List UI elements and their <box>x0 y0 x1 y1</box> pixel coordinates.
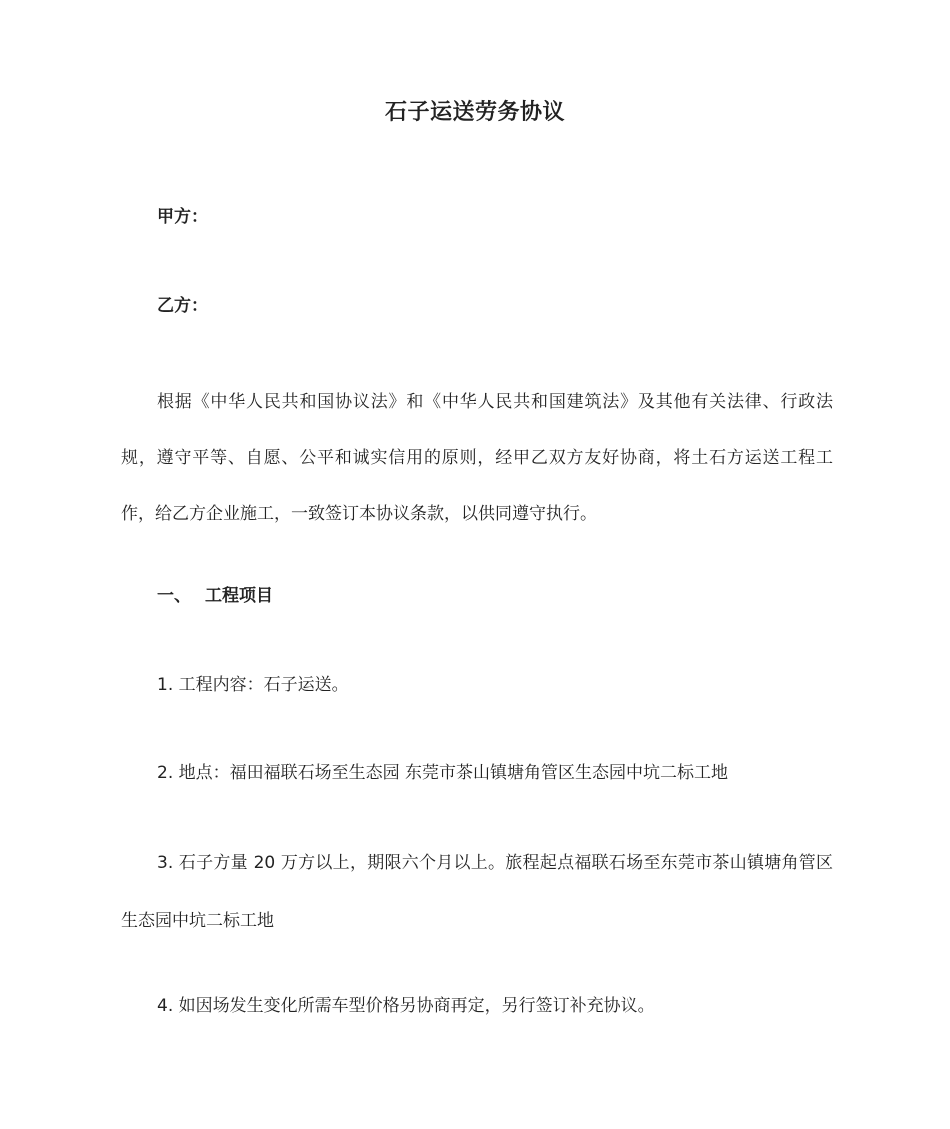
list-item: 2. 地点：福田福联石场至生态园 东莞市茶山镇塘角管区生态园中坑二标工地 <box>157 763 729 783</box>
section-title: 工程项目 <box>205 586 273 606</box>
party-a-label: 甲方： <box>157 207 208 227</box>
party-b-label: 乙方： <box>157 296 208 316</box>
list-item: 1. 工程内容：石子运送。 <box>157 675 349 695</box>
document-title: 石子运送劳务协议 <box>384 100 565 125</box>
section-number: 一、 <box>157 586 191 606</box>
section-heading <box>157 584 273 608</box>
list-item: 3. 石子方量 20 万方以上，期限六个月以上。旅程起点福联石场至东莞市茶山镇塘角管区生态园中坑二标工地 <box>121 853 833 931</box>
list-item: 4. 如因场发生变化所需车型价格另协商再定，另行签订补充协议。 <box>157 996 655 1016</box>
preamble-paragraph: 根据《中华人民共和国协议法》和《中华人民共和国建筑法》及其他有关法律、行政法规，遵守平等、自愿、公平和诚实信用的原则，经甲乙双方友好协商，将土石方运送工程工作，给乙方企业施工，一致签订本协议条款，以供同遵守执行。 <box>121 392 833 524</box>
